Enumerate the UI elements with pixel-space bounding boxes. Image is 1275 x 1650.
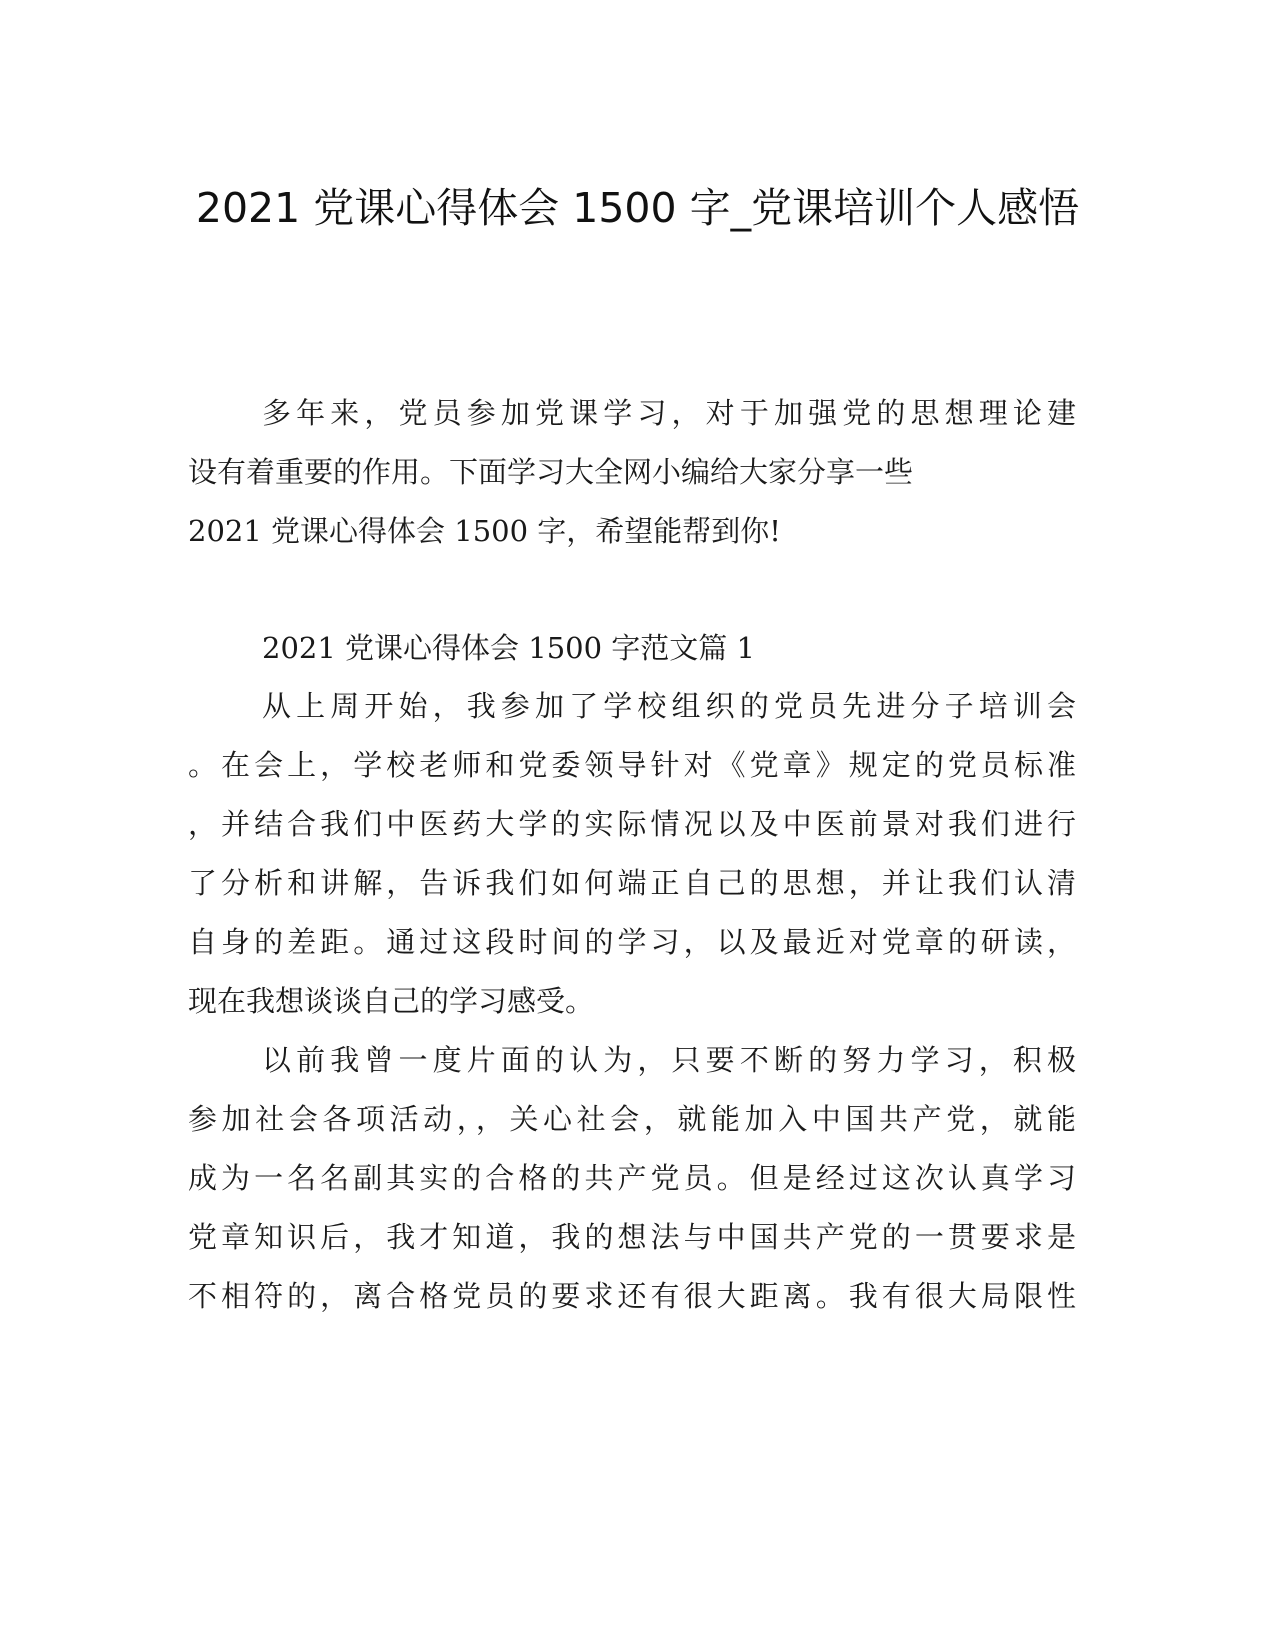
paragraph-1-line-1: 从上周开始，我参加了学校组织的党员先进分子培训会: [262, 689, 1076, 723]
paragraph-1-line-4: 了分析和讲解，告诉我们如何端正自己的思想，并让我们认清: [188, 866, 1076, 900]
paragraph-2-line-5: 不相符的，离合格党员的要求还有很大距离。我有很大局限性: [188, 1279, 1076, 1313]
paragraph-2-line-1: 以前我曾一度片面的认为，只要不断的努力学习，积极: [262, 1043, 1076, 1077]
intro-line-3: 2021 党课心得体会 1500 字，希望能帮到你!: [188, 514, 781, 548]
paragraph-1-line-2: 。在会上，学校老师和党委领导针对《党章》规定的党员标准: [188, 748, 1076, 782]
paragraph-1-line-5: 自身的差距。通过这段时间的学习，以及最近对党章的研读，: [188, 925, 1076, 959]
intro-line-1: 多年来，党员参加党课学习，对于加强党的思想理论建: [262, 396, 1076, 430]
paragraph-2-line-3: 成为一名名副其实的合格的共产党员。但是经过这次认真学习: [188, 1161, 1076, 1195]
intro-line-2: 设有着重要的作用。下面学习大全网小编给大家分享一些: [188, 455, 914, 489]
paragraph-1-line-6: 现在我想谈谈自己的学习感受。: [188, 984, 595, 1018]
paragraph-2-line-2: 参加社会各项活动，，关心社会，就能加入中国共产党，就能: [188, 1102, 1076, 1136]
paragraph-2-line-4: 党章知识后，我才知道，我的想法与中国共产党的一贯要求是: [188, 1220, 1076, 1254]
paragraph-1-line-3: ，并结合我们中医药大学的实际情况以及中医前景对我们进行: [188, 807, 1076, 841]
document-title: 2021 党课心得体会 1500 字_党课培训个人感悟: [195, 184, 1080, 232]
section-heading: 2021 党课心得体会 1500 字范文篇 1: [262, 631, 755, 665]
